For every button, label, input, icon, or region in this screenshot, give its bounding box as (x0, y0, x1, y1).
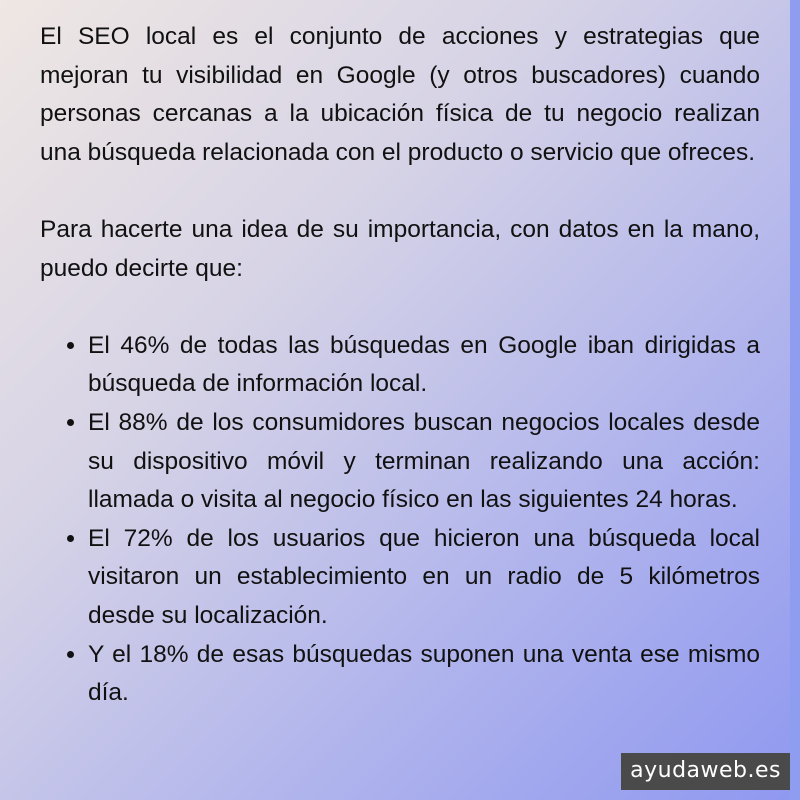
intro-paragraph: El SEO local es el conjunto de acciones y estrategias que mejoran tu visibilidad en Google (y otros buscadores) cuando personas cercanas a la ubicación física de tu negocio realizan una búsqueda relacionada con el producto o servicio que ofreces. (40, 23, 760, 166)
watermark-label: ayudaweb.es (621, 753, 790, 790)
right-edge-bar (790, 0, 800, 800)
article-body (40, 18, 760, 713)
lead-paragraph: Para hacerte una idea de su importancia, con datos en la mano, puedo decirte que: (40, 215, 760, 282)
list-item: • El 72% de los usuarios que hicieron una búsqueda local visitaron un establecimiento en un radio de 5 kilómetros desde su localización. (88, 520, 760, 636)
list-item: • Y el 18% de esas búsquedas suponen una venta ese mismo día. (88, 636, 760, 713)
statistics-list (40, 327, 760, 713)
list-item: • El 88% de los consumidores buscan negocios locales desde su dispositivo móvil y terminan realizando una acción: llamada o visita al negocio físico en las siguientes 24 horas. (88, 404, 760, 520)
list-item: • El 46% de todas las búsquedas en Google iban dirigidas a búsqueda de información local. (88, 327, 760, 404)
